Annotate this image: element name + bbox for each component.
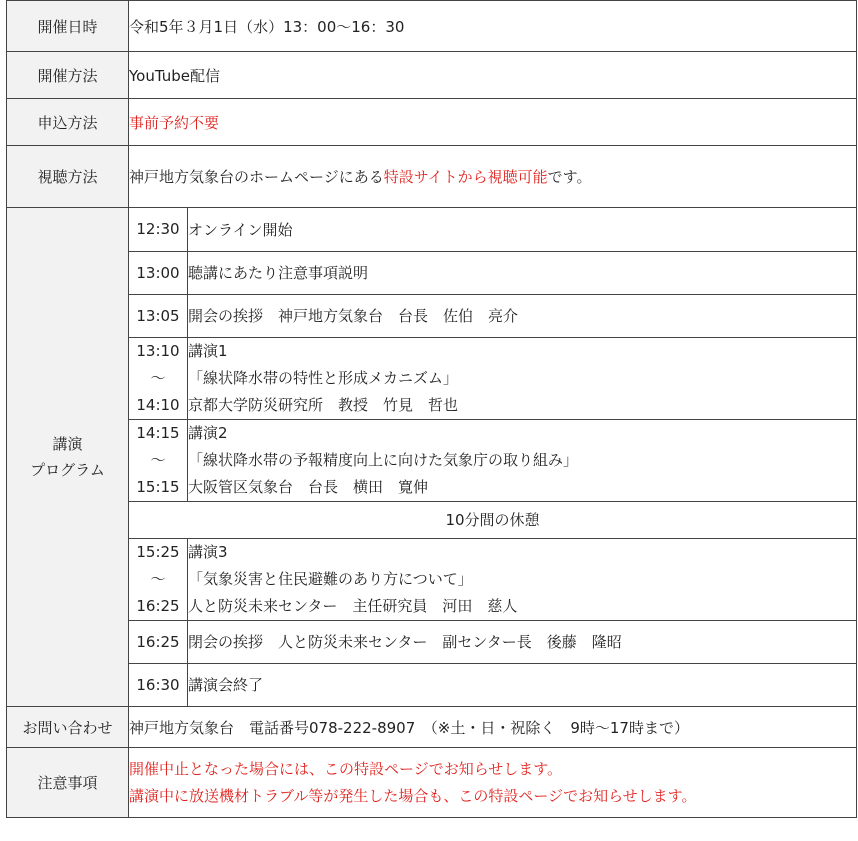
program-row: [129, 251, 856, 294]
program-time: 13:05: [129, 294, 188, 337]
event-info-table: [6, 0, 857, 818]
date-label: 開催日時: [7, 1, 129, 52]
time-start: 14:15: [136, 423, 180, 442]
program-desc: [188, 538, 857, 620]
program-desc: 開会の挨拶 神戸地方気象台 台長 佐伯 亮介: [188, 294, 857, 337]
lecture-title: 「気象災害と住民避難のあり方について」: [188, 569, 473, 588]
program-row: [129, 663, 856, 706]
program-cell: [129, 208, 857, 707]
lecture-speaker: 大阪管区気象台 台長 横田 寛伸: [188, 477, 429, 496]
program-desc: 講演会終了: [188, 676, 264, 695]
row-notes: [7, 748, 857, 818]
program-time: 13:00: [129, 251, 188, 294]
lecture-number: 講演2: [188, 423, 228, 442]
program-row: [129, 620, 856, 663]
notes-line: 開催中止となった場合には、この特設ページでお知らせします。: [129, 759, 563, 778]
apply-value: 事前予約不要: [129, 99, 857, 146]
apply-label: 申込方法: [7, 99, 129, 146]
program-desc: オンライン開始: [188, 208, 857, 251]
program-time: 16:30: [129, 663, 188, 706]
row-view: [7, 146, 857, 208]
program-time: [129, 337, 188, 419]
program-row: [129, 337, 856, 419]
program-row: [129, 538, 856, 620]
time-separator: 〜: [150, 569, 166, 588]
row-contact: [7, 707, 857, 748]
program-label-line1: 講演: [52, 435, 83, 453]
program-time: 12:30: [129, 208, 188, 251]
program-row-break: [129, 501, 856, 538]
program-table: [129, 208, 856, 706]
break-text: 10分間の休憩: [129, 501, 856, 538]
time-end: 14:10: [136, 395, 180, 414]
row-program: [7, 208, 857, 707]
program-desc: [188, 337, 857, 419]
notes-value: [129, 748, 857, 818]
program-time: 16:25: [129, 620, 188, 663]
program-row: [129, 208, 856, 251]
view-label: 視聴方法: [7, 146, 129, 208]
time-start: 15:25: [136, 542, 180, 561]
lecture-number: 講演1: [188, 341, 228, 360]
row-apply: [7, 99, 857, 146]
lecture-number: 講演3: [188, 542, 228, 561]
view-text-after: です。: [547, 168, 592, 186]
method-value: YouTube配信: [129, 52, 857, 99]
notes-line: 講演中に放送機材トラブル等が発生した場合も、この特設ページでお知らせします。: [129, 786, 697, 805]
method-label: 開催方法: [7, 52, 129, 99]
program-time: [129, 538, 188, 620]
contact-value: 神戸地方気象台 電話番号078-222-8907 （※土・日・祝除く 9時〜17時まで）: [129, 707, 857, 748]
row-method: [7, 52, 857, 99]
program-desc: [188, 419, 857, 501]
program-row: [129, 294, 856, 337]
program-time: [129, 419, 188, 501]
time-separator: 〜: [150, 450, 166, 469]
program-label-line2: プログラム: [30, 461, 105, 479]
time-separator: 〜: [150, 368, 166, 387]
lecture-speaker: 人と防災未来センター 主任研究員 河田 慈人: [188, 596, 518, 615]
time-start: 13:10: [136, 341, 180, 360]
view-text-before: 神戸地方気象台のホームページにある: [129, 168, 384, 186]
lecture-speaker: 京都大学防災研究所 教授 竹見 哲也: [188, 395, 459, 414]
date-value: 令和5年３月1日（水）13：00〜16：30: [129, 1, 857, 52]
contact-label: お問い合わせ: [7, 707, 129, 748]
row-date: [7, 1, 857, 52]
program-row: [129, 419, 856, 501]
lecture-title: 「線状降水帯の予報精度向上に向けた気象庁の取り組み」: [188, 450, 579, 469]
program-desc: 閉会の挨拶 人と防災未来センター 副センター長 後藤 隆昭: [188, 620, 857, 663]
view-value: [129, 146, 857, 208]
time-end: 16:25: [136, 596, 180, 615]
notes-label: 注意事項: [7, 748, 129, 818]
program-desc: 聴講にあたり注意事項説明: [188, 251, 857, 294]
view-link-text[interactable]: 特設サイトから視聴可能: [383, 168, 548, 186]
lecture-title: 「線状降水帯の特性と形成メカニズム」: [188, 368, 459, 387]
program-label: [7, 208, 129, 707]
time-end: 15:15: [136, 477, 180, 496]
